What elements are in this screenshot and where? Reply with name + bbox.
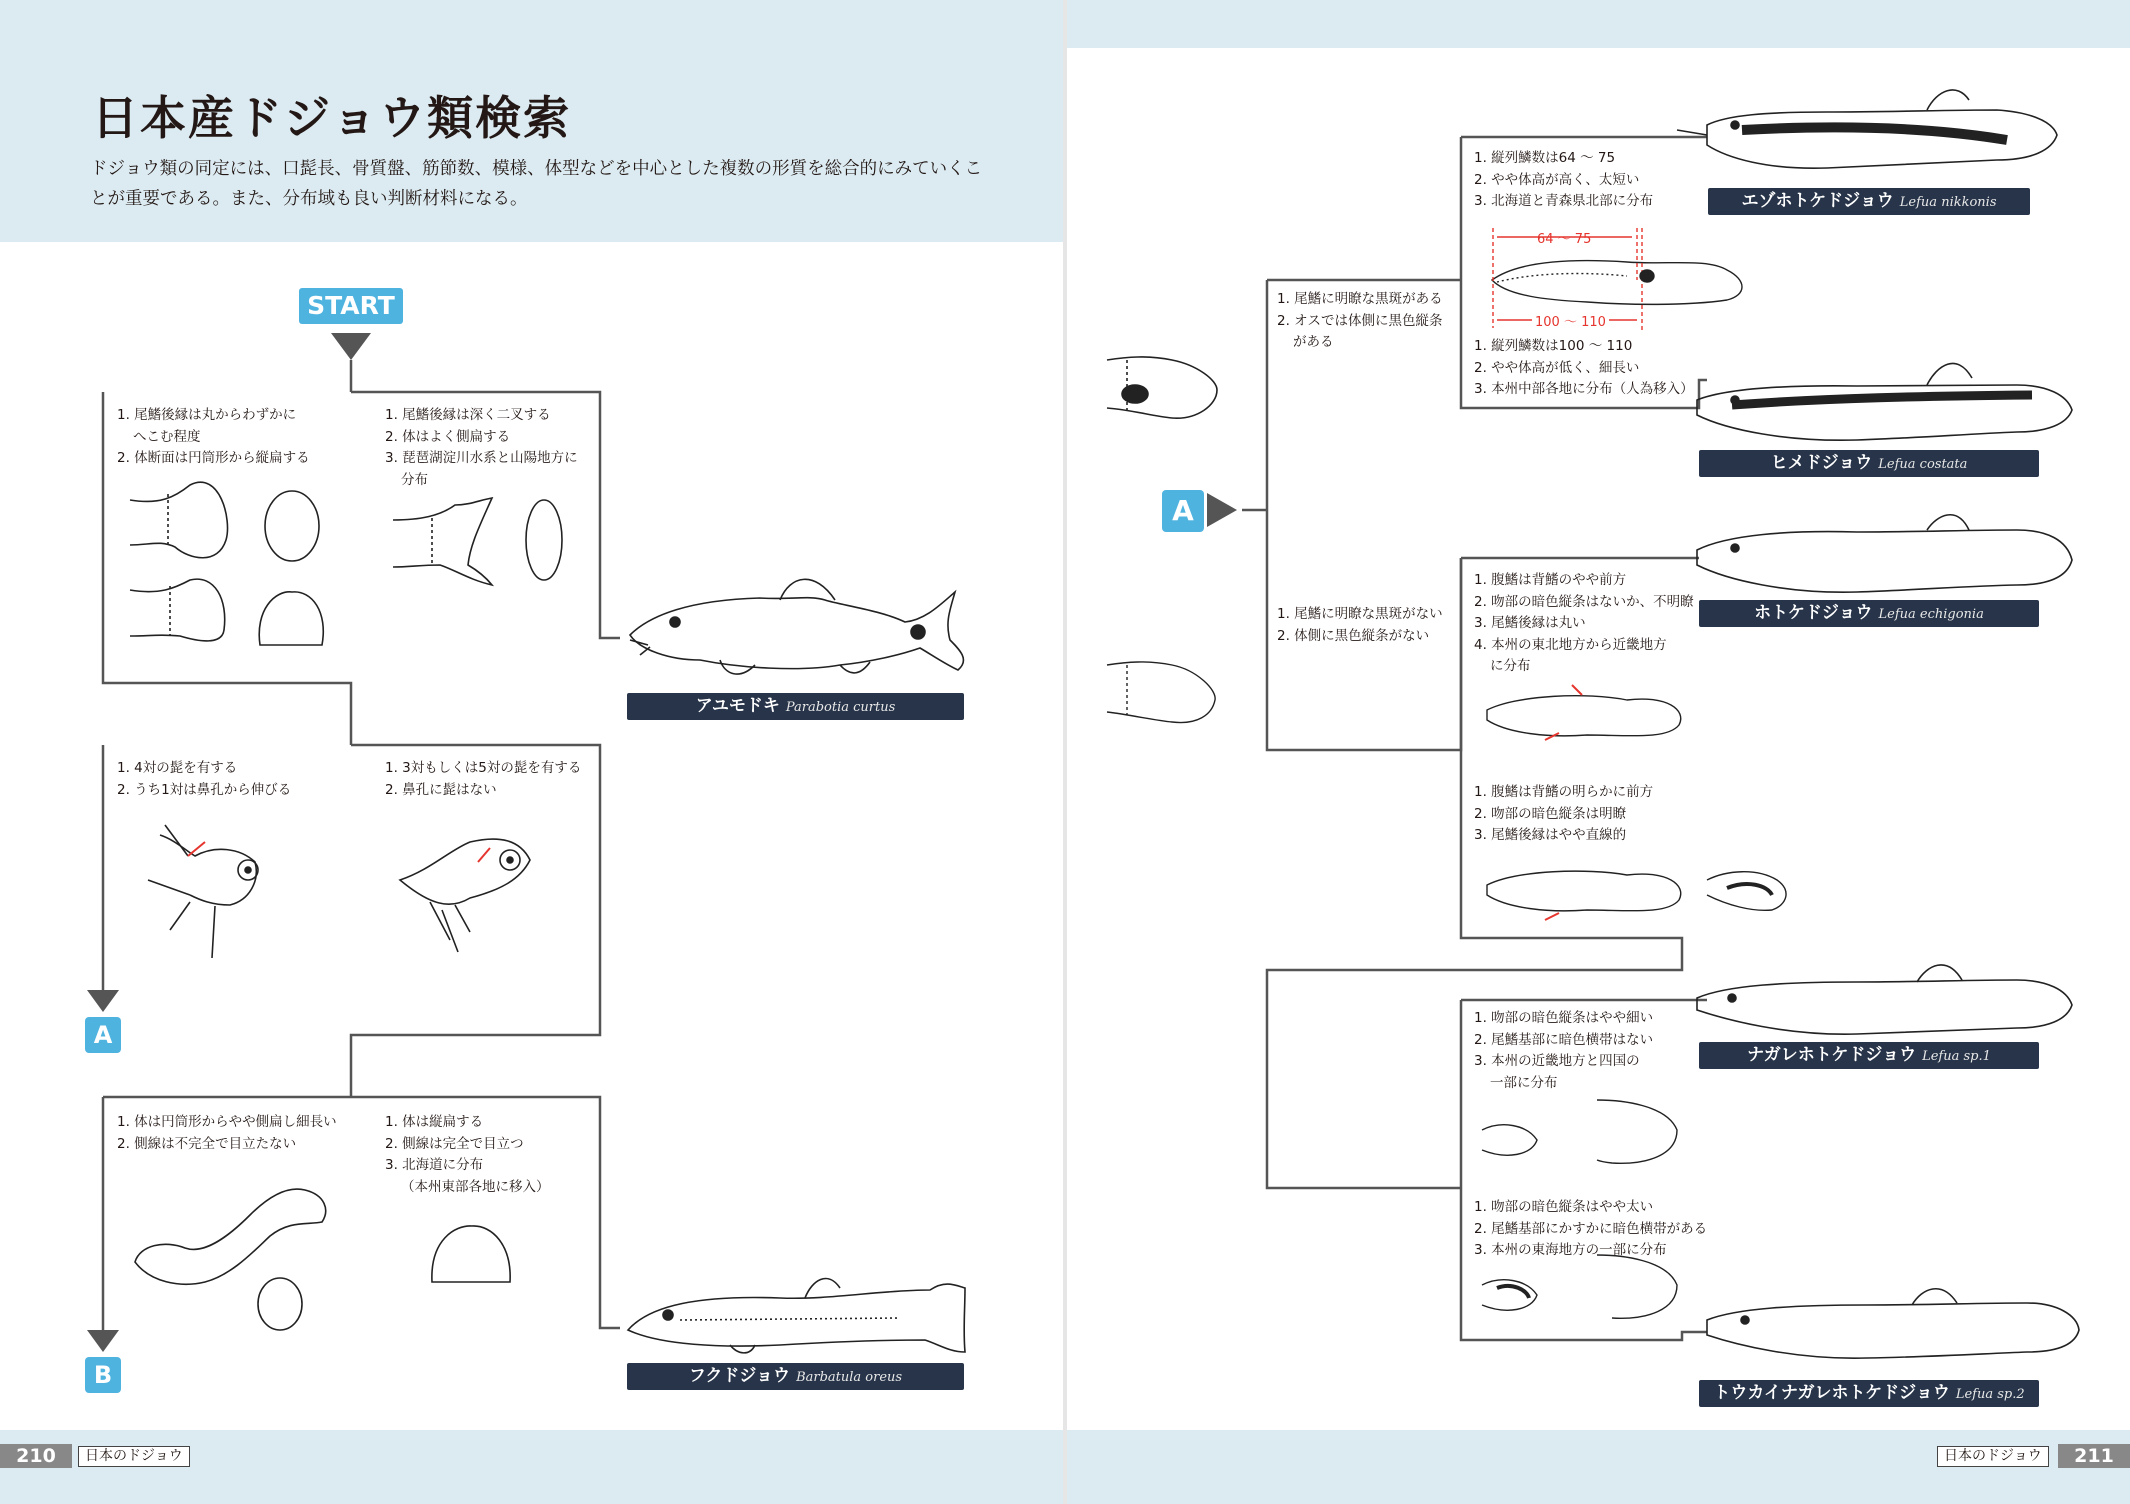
scale-count-large: 100 ～ 110 [1532,311,1609,330]
marker-arrow [1572,685,1582,695]
left-page [0,0,1063,1504]
arrow-to-a [87,990,119,1012]
species-label-hime: ヒメドジョウ Lefua costata [1699,450,2039,477]
running-head-right: 日本のドジョウ [1937,1446,2049,1467]
ayumodoki-fish [630,579,963,674]
step3-left-criteria: 1. 体は円筒形からやや側扁し細長い 2. 側線は不完全で目立たない [117,1114,337,1152]
g2b-criteria: 1. 腹鰭は背鰭の明らかに前方 2. 吻部の暗色縦条は明瞭 3. 尾鰭後縁はやや直線的 [1474,784,1654,843]
entry-badge-a: A [1162,490,1204,532]
right-page [1067,0,2130,1504]
nagare-fish [1697,965,2072,1034]
arrow-to-b [87,1330,119,1352]
g1a-criteria: 1. 縦列鱗数は64 ～ 75 2. やや体高が高く、太短い 3. 北海道と青森県北部に分布 [1474,150,1654,209]
hime-fish [1697,363,2072,440]
species-label-tokai: トウカイナガレホトケドジョウ Lefua sp.2 [1699,1380,2039,1407]
fukudojo-fish [628,1279,965,1353]
scale-diagram [1492,228,1742,330]
step2-right-criteria: 1. 3対もしくは5対の髭を有する 2. 鼻孔に髭はない [385,760,582,798]
start-arrow [331,333,371,360]
species-label-nagare: ナガレホトケドジョウ Lefua sp.1 [1699,1042,2039,1069]
exit-badge-b: B [85,1357,121,1393]
scale-count-small: 64 ～ 75 [1537,232,1592,247]
g2a-criteria: 1. 腹鰭は背鰭のやや前方 2. 吻部の暗色縦条はないか、不明瞭 3. 尾鰭後縁は丸い 4. 本州の東北地方から近畿地方 に分布 [1474,572,1694,674]
g3b-criteria: 1. 吻部の暗色縦条はやや太い 2. 尾鰭基部にかすかに暗色横帯がある 3. 本州の東海地方の一部に分布 [1474,1199,1708,1258]
g1-tail-sketch [1107,357,1217,418]
flowchart-lines-left [0,0,1063,1504]
hotoke-fish [1697,515,2072,592]
intro-text: ドジョウ類の同定には、口髭長、骨質盤、筋節数、模様、体型などを中心とした複数の形質を総合的にみていくことが重要である。また、分布域も良い判断材料になる。 [90,159,983,209]
flowchart-lines-right [1067,0,2130,1504]
species-label-fukudojo: フクドジョウ Barbatula oreus [627,1363,964,1390]
ezo-fish [1677,90,2057,168]
step3-sketches [135,1189,510,1330]
step1-right-sketches [393,498,562,585]
g1b-criteria: 1. 縦列鱗数は100 ～ 110 2. やや体高が低く、細長い 3. 本州中部各地に分布（人為移入） [1474,338,1694,397]
running-head: 日本のドジョウ [78,1446,190,1467]
step3-right-criteria: 1. 体は縦扁する 2. 側線は完全で目立つ 3. 北海道に分布 （本州東部各地に移入） [385,1114,550,1195]
page-title: 日本産ドジョウ類検索 [92,91,572,145]
entry-arrow [1207,493,1237,527]
page-number-right: 211 [2058,1444,2130,1468]
marker-arrow [1545,913,1559,920]
g1-criteria: 1. 尾鰭に明瞭な黒斑がある 2. オスでは体側に黒色縦条 がある [1277,291,1443,350]
exit-badge-a: A [85,1017,121,1053]
step1-left-sketches [130,482,323,645]
species-label-ezo: エゾホトケドジョウ Lefua nikkonis [1708,188,2030,215]
tokai-fish [1707,1289,2079,1358]
marker-arrow [478,848,490,862]
marker-arrow [1545,733,1559,740]
footer-band [0,1430,1063,1504]
step2-sketches [148,825,530,958]
species-label-ayumodoki: アユモドキ Parabotia curtus [627,693,964,720]
species-label-hotoke: ホトケドジョウ Lefua echigonia [1699,600,2039,627]
g3a-criteria: 1. 吻部の暗色縦条はやや細い 2. 尾鰭基部に暗色横帯はない 3. 本州の近畿地方と四国の 一部に分布 [1474,1010,1654,1091]
marker-arrow [188,842,205,856]
step1-left-criteria: 1. 尾鰭後縁は丸からわずかに へこむ程度 2. 体断面は円筒形から縦扁する [117,407,310,466]
g2-criteria: 1. 尾鰭に明瞭な黒斑がない 2. 体側に黒色縦条がない [1277,606,1443,644]
step2-left-criteria: 1. 4対の髭を有する 2. うち1対は鼻孔から伸びる [117,760,292,798]
step1-right-criteria: 1. 尾鰭後縁は深く二叉する 2. 体はよく側扁する 3. 琵琶湖淀川水系と山陽地方に 分布 [385,407,578,488]
start-badge: START [299,288,403,324]
footer-band-right [1067,1430,2130,1504]
page-number: 210 [0,1444,72,1468]
